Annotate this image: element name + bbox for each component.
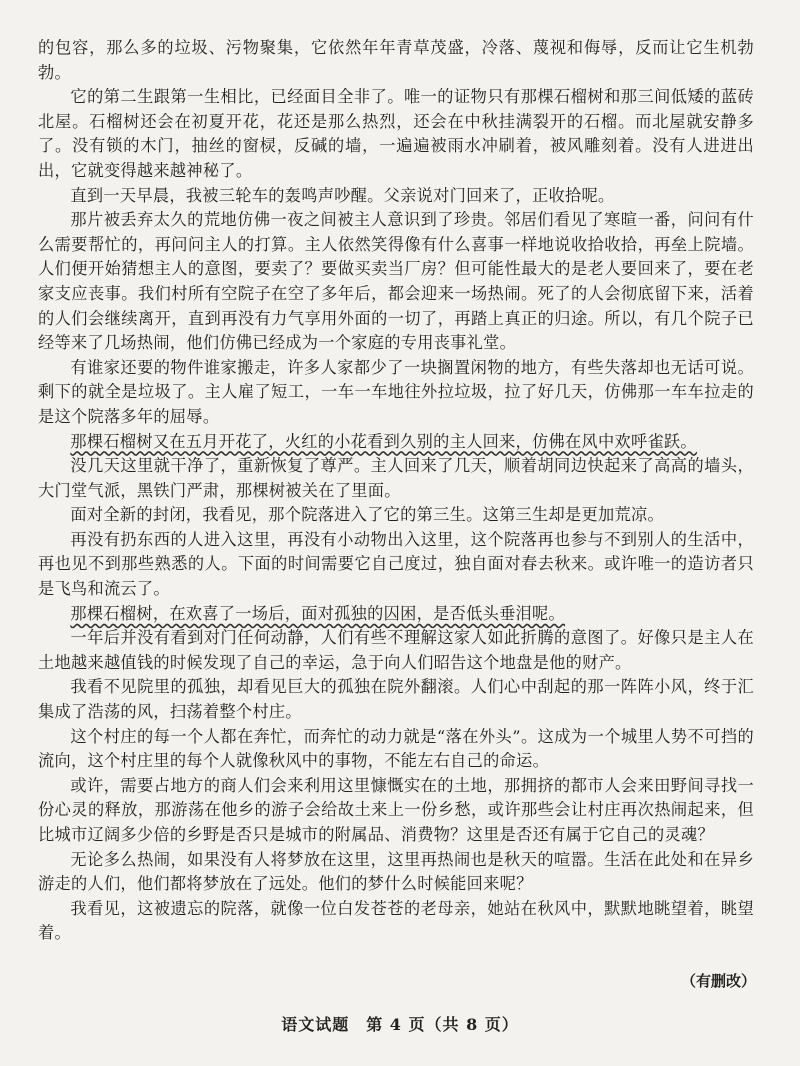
paragraph: 它的第二生跟第一生相比，已经面目全非了。唯一的证物只有那棵石榴树和那三间低矮的蓝砖北屋。石榴树还会在初夏开花，花还是那么热烈，还会在中秋挂满裂开的石榴。而北屋就安静多了。没有锁的木门，抽丝的窗棂，反碱的墙，一遍遍被雨水冲刷着，被风雕刻着。没有人进进出出，它就变得越来越神秘了。 <box>38 87 754 180</box>
paragraph: 我看不见院里的孤独，却看见巨大的孤独在院外翻滚。人们心中刮起的那一阵阵小风，终于汇集成了浩荡的风，扫荡着整个村庄。 <box>38 677 754 722</box>
paragraph: 这个村庄的每一个人都在奔忙，而奔忙的动力就是“落在外头”。这成为一个城里人势不可挡的流向，这个村庄里的每个人就像秋风中的事物，不能左右自己的命运。 <box>38 726 754 771</box>
paragraph: 没几天这里就干净了，重新恢复了尊严。主人回来了几天，顺着胡同边快起来了高高的墙头，大门堂气派，黑铁门严肃，那棵树被关在了里面。 <box>38 456 754 500</box>
paragraph: 无论多么热闹，如果没有人将梦放在这里，这里再热闹也是秋天的喧嚣。生活在此处和在异乡游走的人们，他们都将梦放在了远处。他们的梦什么时候能回来呢？ <box>38 849 754 894</box>
paragraph: 的包容，那么多的垃圾、污物聚集，它依然年年青草茂盛，冷落、蔑视和侮辱，反而让它生机勃勃。 <box>38 38 754 82</box>
paragraph: 有谁家还要的物件谁家搬走，许多人家都少了一块搁置闲物的地方，有些失落却也无话可说。剩下的就全是垃圾了。主人雇了短工，一车一车地往外拉垃圾，拉了好几天，仿佛那一车车拉走的是这个院落多年的屈辱。 <box>38 357 754 426</box>
paragraph: 我看见，这被遗忘的院落，就像一位白发苍苍的老母亲，她站在秋风中，默默地眺望着，眺望着。 <box>38 898 754 943</box>
page-footer: 语文试题 第 4 页（共 8 页） <box>281 1015 519 1034</box>
wavy-underline-text: 那棵石榴树，在欢喜了一场后，面对孤独的囚困，是否低头垂泪呢。 <box>70 603 566 623</box>
paragraph: 或许，需要占地方的商人们会来利用这里慷慨实在的土地，那拥挤的都市人会来田野间寻找一份心灵的释放，那游荡在他乡的游子会给故土来上一份乡愁，或许那些会让村庄再次热闹起来，但比城市辽阔多少倍的乡野是否只是城市的附属品、消费物？这里是否还有属于它自己的灵魂？ <box>38 775 754 844</box>
paragraph: 再没有扔东西的人进入这里，再没有小动物出入这里，这个院落再也参与不到别人的生活中，再也见不到那些熟悉的人。下面的时间需要它自己度过，独自面对春去秋来。或许唯一的造访者只是飞鸟和流云了。 <box>38 529 754 599</box>
article-body <box>38 36 754 946</box>
paragraph: 面对全新的封闭，我看见，那个院落进入了它的第三生。这第三生却是更加荒凉。 <box>70 505 664 525</box>
paragraph: 那片被丢弃太久的荒地仿佛一夜之间被主人意识到了珍贵。邻居们看见了寒暄一番，问问有什么需要帮忙的，再问问主人的打算。主人依然笑得像有什么喜事一样地说收拾收拾，再垒上院墙。人们便开始猜想主人的意图，要卖了？要做买卖当厂房？但可能性最大的是老人要回来了，要在老家支应丧事。我们村所有空院子在空了多年后，都会迎来一场热闹。死了的人会彻底留下来，活着的人们会继续离开，直到再没有力气享用外面的一切了，再踏上真正的归途。所以，有几个院子已经等来了几场热闹，他们仿佛已经成为一个家庭的专用丧事礼堂。 <box>38 210 754 353</box>
underlined-sentence <box>38 602 754 627</box>
underlined-sentence <box>38 430 754 455</box>
source-note: （有删改） <box>680 972 756 990</box>
paragraph: 一年后并没有看到对门任何动静，人们有些不理解这家人如此折腾的意图了。好像只是主人在土地越来越值钱的时候发现了自己的幸运，急于向人们昭告这个地盘是他的财产。 <box>38 628 754 672</box>
wavy-underline-text: 那棵石榴树又在五月开花了，火红的小花看到久别的主人回来，仿佛在风中欢呼雀跃。 <box>70 431 697 451</box>
paragraph: 直到一天早晨，我被三轮车的轰鸣声吵醒。父亲说对门回来了，正收拾呢。 <box>70 185 615 205</box>
